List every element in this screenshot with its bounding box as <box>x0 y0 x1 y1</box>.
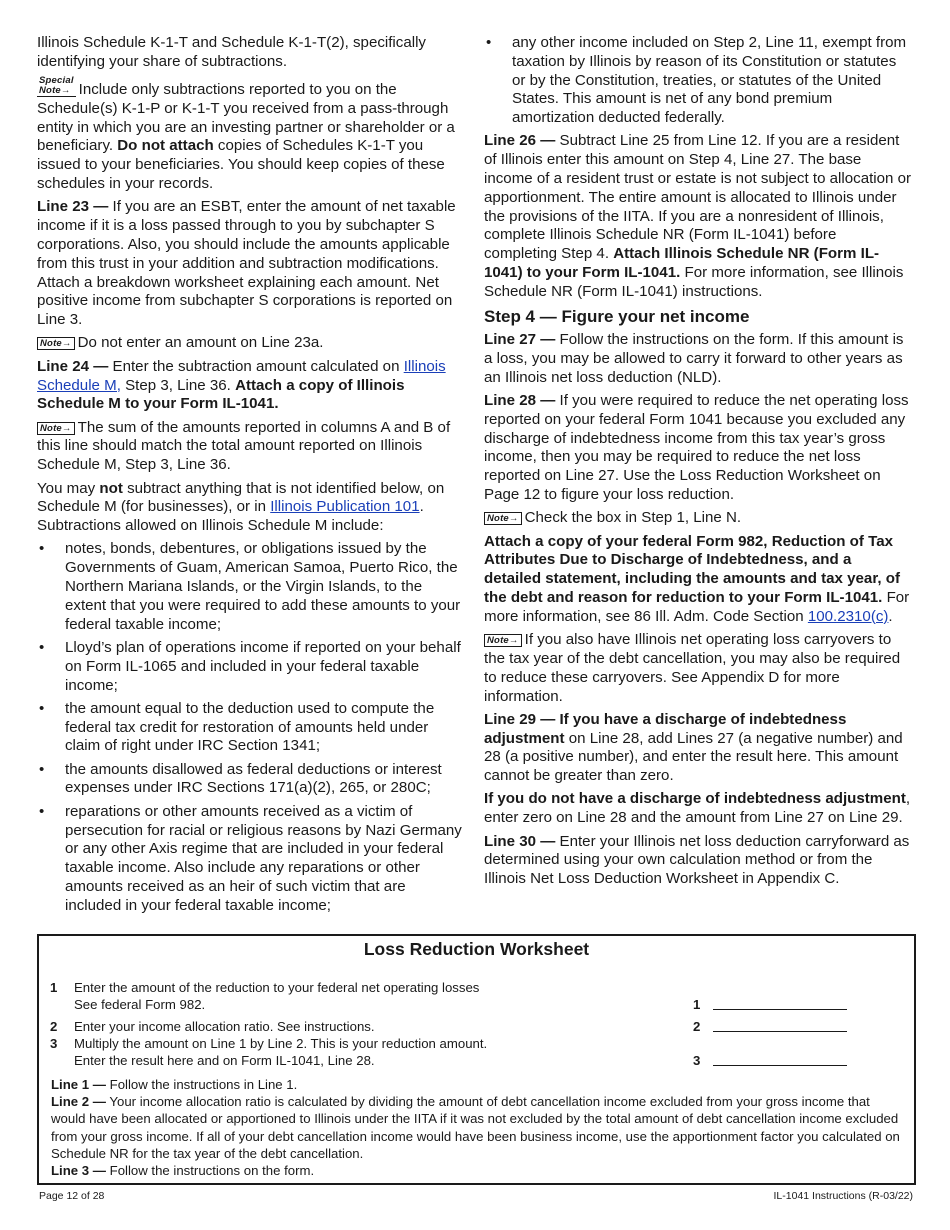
list-item-text: the amounts disallowed as federal deductions or interest expenses under IRC Sections 171(a)(2), 265, or 280C; <box>65 760 442 797</box>
paragraph-text: For more information, see 86 Ill. Adm. Code Section <box>484 589 910 625</box>
line-23-paragraph <box>37 198 465 330</box>
bullet-icon: • <box>39 638 45 656</box>
instruction-text: Follow the instructions on the form. <box>109 1163 315 1179</box>
note-label: Note <box>40 422 62 434</box>
line-29-paragraph <box>484 711 912 786</box>
list-item-text: reparations or other amounts received as a victim of persecution for racial or religious reasons by Nazi Germany or any other Axis regime that are included in your federal taxable income. Also include any reparations or other amounts received as an heir of such victim that are included in your federal taxable income; <box>65 802 462 914</box>
entry-label: 2 <box>693 1019 701 1034</box>
special-note-label: Special <box>39 75 74 87</box>
step-4-heading: Step 4 — Figure your net income <box>484 307 750 327</box>
bold-text: Line 29 — If you have a discharge of indebtedness adjustment <box>484 710 847 747</box>
note-paragraph <box>484 631 912 706</box>
line-24-paragraph <box>37 358 465 414</box>
instruction-line-1 <box>51 1076 907 1093</box>
instruction-line-3 <box>51 1162 907 1179</box>
paragraph-text: Include only subtractions reported to you on the Schedule(s) K-1-P or K-1-T you received from a pass-through entity in which you are an investing partner or shareholder or a beneficiary. <box>37 81 455 155</box>
note-paragraph <box>37 334 465 353</box>
row-text-line: Enter the result here and on Form IL-1041, Line 28. <box>74 1053 375 1068</box>
bold-text: Attach a copy of your federal Form 982, Reduction of Tax Attributes Due to Discharge of Indebtedness, and a detailed statement, including the amounts and tax year, of the debt and reason for reduction to your Form IL-1041. <box>484 532 900 607</box>
list-item <box>484 34 912 128</box>
paragraph-text: . Subtractions allowed on Illinois Schedule M include: <box>37 498 424 535</box>
row-text-line: Multiply the amount on Line 1 by Line 2. This is your reduction amount. <box>74 1036 488 1051</box>
list-item-text: notes, bonds, debentures, or obligations issued by the Governments of Guam, American Samoa, Puerto Rico, the Northern Mariana Islands, or the Virgin Islands, to the extent that you were required to add these amounts to your federal taxable income; <box>65 540 461 633</box>
list-item <box>37 803 465 916</box>
row-text-line: Enter the amount of the reduction to your federal net operating losses <box>74 980 480 995</box>
instruction-text: Follow the instructions in Line 1. <box>109 1077 298 1092</box>
row-number: 3 <box>50 1036 58 1051</box>
note-icon: Note→ <box>37 337 75 350</box>
no-discharge-paragraph <box>484 790 912 828</box>
bullet-icon: • <box>39 802 45 820</box>
entry-label: 3 <box>693 1053 701 1068</box>
note-paragraph <box>37 419 465 475</box>
illinois-publication-101-link[interactable]: Illinois Publication 101 <box>270 498 420 516</box>
paragraph-text: The sum of the amounts reported in columns A and B of this line should match the total amount reported on Illinois Schedule M, Step 3, Line 36. <box>37 418 451 474</box>
paragraph-text: For more information, see Illinois Schedule NR (Form IL-1041) instructions. <box>484 264 904 300</box>
paragraph-text: Enter the subtraction amount calculated on <box>112 357 400 375</box>
row-text: Enter your income allocation ratio. See instructions. <box>74 1019 375 1034</box>
special-note-paragraph <box>37 76 465 194</box>
row-text <box>74 1035 524 1069</box>
paragraph-text: subtract anything that is not identified below, on Schedule M (for businesses), or in <box>37 479 445 516</box>
line-26-paragraph <box>484 132 912 301</box>
bullet-icon: • <box>39 699 45 717</box>
bold-text: Attach Illinois Schedule NR (Form IL-1041) to your Form IL-1041. <box>484 245 880 282</box>
instruction-text: Your income allocation ratio is calculated by dividing the amount of debt cancellation income excluded from your gross income that would have been allocated or apportioned to Illinois under the IITA if it was not excluded by the total amount of debt cancellation income excluded from your gross income. If all of your debt cancellation income would have been business income, use the apportionment factor you calculated on Schedule NR for the tax year of the debt cancellation. <box>51 1094 900 1161</box>
line-label: Line 23 — <box>37 198 109 216</box>
line-30-paragraph <box>484 833 912 889</box>
line-27-paragraph <box>484 331 912 387</box>
line-label: Line 26 — <box>484 132 556 150</box>
list-item <box>37 761 465 799</box>
illinois-schedule-m-link[interactable]: Illinois Schedule M, <box>37 357 446 394</box>
right-column <box>484 34 912 893</box>
paragraph-text: copies of Schedules K-1-T you issued to your beneficiaries. You should keep copies of these schedules in your records. <box>37 137 445 193</box>
line-label: Line 2 — <box>51 1094 106 1110</box>
list-item-text: Lloyd’s plan of operations income if reported on your behalf on Form IL-1065 and included in your federal taxable income; <box>65 638 461 694</box>
entry-rule[interactable] <box>713 1065 847 1066</box>
line-28-paragraph <box>484 392 912 505</box>
page-number: Page 12 of 28 <box>39 1190 105 1202</box>
form-identifier: IL-1041 Instructions (R-03/22) <box>773 1190 913 1202</box>
note-icon: Note→ <box>484 634 522 647</box>
attach-form-982-paragraph <box>484 533 912 627</box>
row-number: 2 <box>50 1019 58 1034</box>
line-label: Line 1 — <box>51 1077 106 1092</box>
subtractions-list <box>37 540 465 915</box>
worksheet-instructions <box>51 1076 907 1179</box>
entry-rule[interactable] <box>713 1009 847 1010</box>
paragraph-text: Step 3, Line 36. <box>125 376 231 394</box>
list-item <box>37 540 465 634</box>
special-note-icon: Special Note→ <box>39 75 74 97</box>
entry-label: 1 <box>693 997 701 1012</box>
paragraph-text: If you are an ESBT, enter the amount of net taxable income if it is a loss passed through to you by subchapter S corporations. Also, you should include the amounts applicable from this trust in your addition and subtraction modifications. Attach a breakdown worksheet explaining each amount. Net positive income from subchapter S corporations is reported on Line 3. <box>37 198 456 329</box>
loss-reduction-worksheet <box>37 934 916 1185</box>
line-label: Line 27 — <box>484 331 556 349</box>
note-label: Note <box>487 513 509 525</box>
bold-text: Do not attach <box>117 137 214 155</box>
subtractions-paragraph <box>37 480 465 536</box>
line-label: Line 3 — <box>51 1163 106 1179</box>
special-note-label: Note <box>39 85 61 97</box>
worksheet-title: Loss Reduction Worksheet <box>363 939 590 959</box>
paragraph-text: Do not enter an amount on Line 23a. <box>77 334 324 352</box>
paragraph-text: Illinois Schedule K-1-T and Schedule K-1-T(2), specifically identifying your share of subtractions. <box>37 34 426 70</box>
line-label: Line 28 — <box>484 392 556 410</box>
left-column <box>37 34 465 920</box>
note-icon: Note→ <box>37 422 75 435</box>
note-label: Note <box>40 338 62 350</box>
list-item-text: the amount equal to the deduction used to compute the federal tax credit for restoration of amounts held under claim of right under IRC Section 1341; <box>65 699 435 755</box>
list-item-text: any other income included on Step 2, Line 11, exempt from taxation by Illinois by reason of its Constitution or statutes or by the Constitution, treaties, or statutes of the United States. This amount is net of any bond premium amortization deducted federally. <box>512 34 907 127</box>
paragraph-text: You may <box>37 479 96 497</box>
bullet-icon: • <box>39 540 45 558</box>
paragraph-text: on Line 28, add Lines 27 (a negative number) and 28 (a positive number), and enter the result here. This amount cannot be greater than zero. <box>484 729 903 785</box>
bullet-icon: • <box>486 34 492 51</box>
entry-rule[interactable] <box>713 1031 847 1032</box>
row-number: 1 <box>50 980 58 995</box>
paragraph-text: Follow the instructions on the form. If this amount is a loss, you may be allowed to carry it forward to other years as an Illinois net loss deduction (NLD). <box>484 331 904 386</box>
row-text <box>74 979 524 1013</box>
paragraph-text: Check the box in Step 1, Line N. <box>524 509 742 527</box>
paragraph-text: If you were required to reduce the net operating loss reported on your federal Form 1041 because you excluded any discharge of indebtedness income from this tax year’s gross income, then you may be required to reduce the net loss reported on Line 27. Use the Loss Reduction Worksheet on Page 12 to figure your loss reduction. <box>484 392 909 504</box>
line-label: Line 30 — <box>484 832 556 850</box>
paragraph <box>37 34 465 72</box>
note-label: Note <box>487 635 509 647</box>
paragraph-text: Enter your Illinois net loss deduction carryforward as determined using your own calculation method or from the Illinois Net Loss Deduction Worksheet in Appendix C. <box>484 832 910 888</box>
adm-code-section-link[interactable]: 100.2310(c) <box>807 607 889 625</box>
note-paragraph <box>484 509 912 528</box>
paragraph-text: Subtract Line 25 from Line 12. If you are a resident of Illinois enter this amount on Step 4, Line 27. The base income of a resident trust or estate is not subject to allocation or apportionment. The entire amount is allocated to Illinois under the provisions of the IITA. If you are a nonresident of Illinois, complete Illinois Schedule NR (Form IL-1041) before completing Step 4. <box>484 132 912 263</box>
row-text-line: See federal Form 982. <box>74 997 206 1012</box>
subtractions-list-continued <box>484 34 912 128</box>
note-icon: Note→ <box>484 512 522 525</box>
paragraph-text: If you also have Illinois net operating loss carryovers to the tax year of the debt cancellation, you may also be required to reduce these carryovers. See Appendix D for more information. <box>484 631 901 705</box>
list-item <box>37 700 465 756</box>
bold-text: If you do not have a discharge of indebtedness adjustment <box>484 790 906 808</box>
bold-text: not <box>99 479 123 497</box>
bold-text: Attach a copy of Illinois Schedule M to your Form IL-1041. <box>37 376 405 413</box>
paragraph-text: . <box>888 607 893 625</box>
bullet-icon: • <box>39 760 45 778</box>
paragraph-text: , enter zero on Line 28 and the amount from Line 27 on Line 29. <box>484 790 911 827</box>
list-item <box>37 639 465 695</box>
line-label: Line 24 — <box>37 357 109 375</box>
instruction-line-2 <box>51 1093 907 1162</box>
